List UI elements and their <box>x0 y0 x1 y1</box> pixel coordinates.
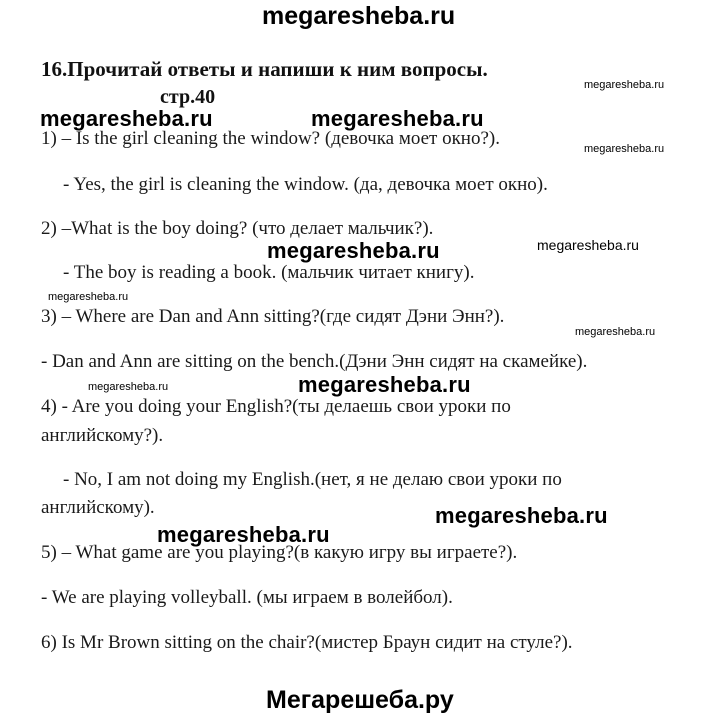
text-line: 2) –What is the boy doing? (что делает мальчик?). <box>41 218 434 239</box>
text-line: английскому?). <box>41 425 164 446</box>
text-line: английскому). <box>41 497 155 518</box>
text-line: 6) Is Mr Brown sitting on the chair?(мистер Браун сидит на стуле?). <box>41 632 573 653</box>
text-line: - Dan and Ann are sitting on the bench.(Дэни Энн сидят на скамейке). <box>41 351 588 372</box>
watermark: megaresheba.ru <box>584 143 665 155</box>
text-line: - We are playing volleyball. (мы играем в волейбол). <box>41 587 453 608</box>
watermark: megaresheba.ru <box>311 106 484 131</box>
watermark: megaresheba.ru <box>435 503 608 528</box>
watermark: megaresheba.ru <box>88 381 169 393</box>
header-site-name: megaresheba.ru <box>262 2 456 30</box>
watermark: megaresheba.ru <box>584 79 665 91</box>
text-line: 1) – Is the girl cleaning the window? (девочка моет окно?). <box>41 128 500 149</box>
watermark: megaresheba.ru <box>537 237 639 253</box>
page-reference: стр.40 <box>160 86 216 108</box>
watermark: megaresheba.ru <box>267 238 440 263</box>
watermark: megaresheba.ru <box>298 372 471 397</box>
text-line: 5) – What game are you playing?(в какую игру вы играете?). <box>41 542 518 563</box>
text-line: 3) – Where are Dan and Ann sitting?(где сидят Дэни Энн?). <box>41 306 505 327</box>
text-line: 4) - Are you doing your English?(ты делаешь свои уроки по <box>41 396 511 417</box>
task-title: 16.Прочитай ответы и напиши к ним вопросы. <box>41 57 488 81</box>
watermark: megaresheba.ru <box>40 106 213 131</box>
watermark: megaresheba.ru <box>48 291 129 303</box>
text-line: - The boy is reading a book. (мальчик читает книгу). <box>63 262 475 283</box>
watermark: megaresheba.ru <box>575 326 656 338</box>
text-line: - Yes, the girl is cleaning the window. (да, девочка моет окно). <box>63 174 548 195</box>
watermark: megaresheba.ru <box>157 522 330 547</box>
footer-site-name: Мегарешеба.ру <box>266 686 454 714</box>
text-line: - No, I am not doing my English.(нет, я не делаю свои уроки по <box>63 469 562 490</box>
